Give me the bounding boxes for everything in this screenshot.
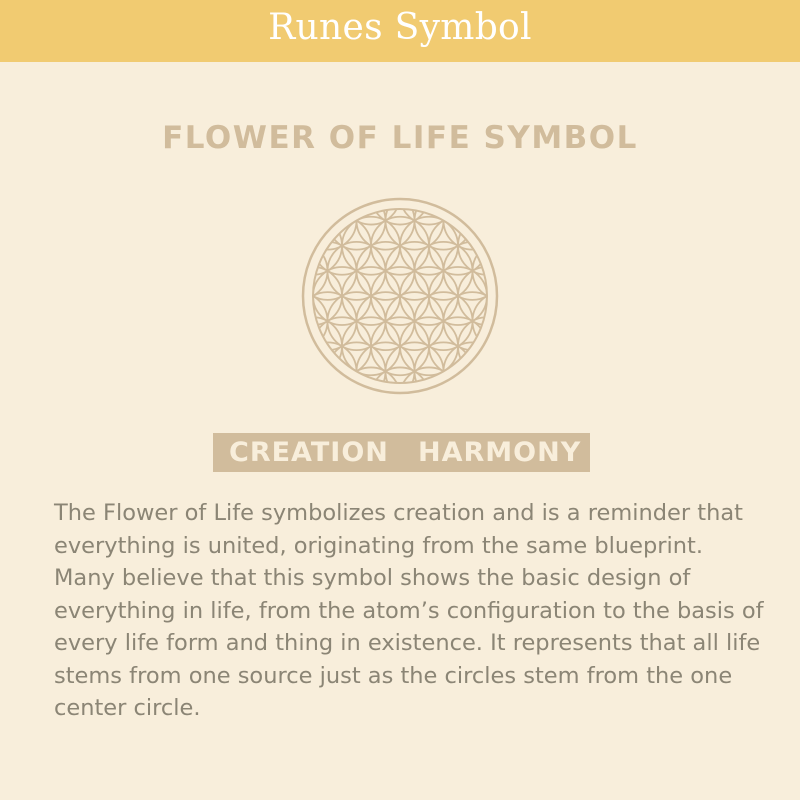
flower-of-life-icon: [298, 194, 502, 398]
flower-circle: [298, 217, 342, 275]
flower-circle: [458, 317, 502, 375]
keyword-bar: [213, 433, 590, 472]
header-title: Runes Symbol: [268, 7, 532, 48]
symbol-title: FLOWER OF LIFE SYMBOL: [162, 120, 638, 156]
flower-circle: [299, 342, 357, 398]
flower-circle: [444, 194, 502, 250]
flower-circle: [444, 342, 502, 398]
flower-circle: [458, 217, 502, 275]
header-banner: [0, 0, 800, 62]
keyword-harmony: HARMONY: [418, 437, 582, 468]
flower-circle: [299, 194, 357, 250]
description-text: The Flower of Life symbolizes creation and is a reminder that everything is united, originating from the same blueprint. Many believe that this symbol shows the basic design of everything in life, from the atom’s configuration to the basis of every life form and thing in existence. It represents that all life stems from one source just as the circles stem from the one center circle.: [54, 500, 764, 721]
keyword-creation: CREATION: [229, 437, 389, 468]
flower-circle: [298, 317, 342, 375]
